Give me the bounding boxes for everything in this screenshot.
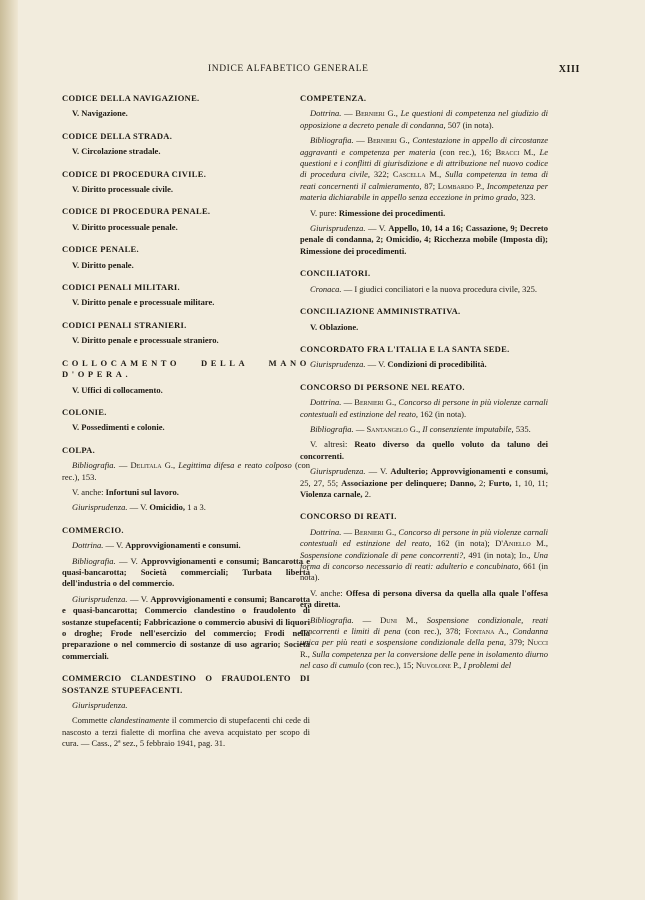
cross-reference: V. Circolazione stradale. [72,146,161,157]
entry-heading: COLONIE. [62,406,107,417]
jurisprudence-paragraph: Giurisprudenza. — V. Adulterio; Approvvigionamenti e consumi, 25, 27, 55; Associazione per delinquere; Danno, 2; Furto, 1, 10, 11; Violenza carnale, 2. [300,466,549,499]
cross-reference: V. Diritto penale e processuale militare. [72,297,215,308]
entry-heading: CONCILIATORI. [300,268,371,279]
cross-reference: V. Navigazione. [72,108,128,119]
doctrine-paragraph: Dottrina. — Bernieri G., Concorso di persone in più violenze carnali contestuali ed estinzione del reato, 162 (in nota); D'Aniello M., Sospensione condizionale di pene concorrenti?, 491 (in nota); Id., Una forma di concorso necessario di reati: adulterio e concubinato, 661 (in nota). [300,526,549,583]
index-entry-competenza [300,93,548,257]
left-column [62,93,310,761]
index-entry-commercio-clandestino [62,673,310,749]
bibliography-paragraph: Bibliografia. — Duni M., Sospensione condizionale, reati concorrenti e limiti di pena (con rec.), 378; Fontana A., Condanna unica per più reati e sospensione condizionale della pena, 379; Nucci R., Sulla competenza per la conversione delle pene in isolamento diurno nel caso di cumulo (con rec.), 15; Nuvolone P., I problemi del [300,614,549,671]
index-entry [62,358,310,396]
entry-heading: COMMERCIO CLANDESTINO O FRAUDOLENTO DI SOSTANZE STUPEFACENTI. [62,673,310,695]
entry-heading: COLLOCAMENTO DELLA MANO D'OPERA. [62,357,310,380]
entry-heading: COMMERCIO. [62,524,124,535]
bibliography-paragraph: Bibliografia. — Bernieri G., Contestazione in appello di circostanze aggravanti e competenza per materia (con rec.), 16; Bracci M., Le questioni e i conflitti di giurisdizione e di attribuzione nel nuovo codice di procedura civile, 322; Cascella M., Sulla competenza in tema di reati concernenti il calmieramento, 87; Lombardo P., Incompetenza per materia dichiarabile in appello senza eccezione in primo grado, 323. [300,135,549,203]
index-entry-concorso-reati [300,511,548,671]
entry-heading: CODICE DELLA STRADA. [62,130,173,141]
index-entry-commercio [62,525,310,662]
doctrine-paragraph: Dottrina. — Bernieri G., Le questioni di competenza nel giudizio di opposizione a decreto penale di condanna, 507 (in nota). [300,108,549,130]
entry-heading: CODICI PENALI STRANIERI. [62,319,187,330]
bibliography-paragraph: Bibliografia. — Delitala G., Legittima difesa e reato colposo (con rec.), 153. [62,460,311,482]
index-entry-conciliatori [300,268,548,295]
entry-heading: COMPETENZA. [300,93,367,103]
index-entry [62,93,310,120]
chronicle-paragraph: Cronaca. — I giudici conciliatori e la nuova procedura civile, 325. [310,283,537,294]
index-entry [62,206,310,233]
index-entry-concorso-persone [300,382,548,501]
cross-reference: V. Oblazione. [310,321,359,332]
index-entry [62,131,310,158]
page-edge [0,0,18,900]
see-also-paragraph: V. anche: Infortuni sul lavoro. [72,486,179,497]
entry-heading: CONCORSO DI REATI. [300,511,397,522]
doctrine-paragraph: Dottrina. — V. Approvvigionamenti e consumi. [72,540,241,551]
doctrine-paragraph: Dottrina. — Bernieri G., Concorso di persone in più violenze carnali contestuali ed estinzione del reato, 162 (in nota). [300,397,549,419]
cross-reference: V. Possedimenti e colonie. [72,422,165,433]
cross-reference: V. Diritto penale. [72,259,134,270]
index-entry-concordato [300,344,548,371]
jurisprudence-label: Giurisprudenza. [72,700,128,711]
jurisprudence-paragraph: Giurisprudenza. — V. Appello, 10, 14 a 16; Cassazione, 9; Decreto penale di condanna, 2; Omicidio, 4; Ricchezza mobile (Imposta di); Rimessione dei procedimenti. [300,223,549,256]
index-entry [62,169,310,196]
entry-heading: CONCORSO DI PERSONE NEL REATO. [300,381,465,392]
index-entry [62,244,310,271]
cross-reference: V. Diritto processuale penale. [72,221,178,232]
index-entry-conciliazione [300,306,548,333]
entry-heading: COLPA. [62,444,96,455]
cross-reference: V. Diritto processuale civile. [72,184,173,195]
entry-heading: CONCILIAZIONE AMMINISTRATIVA. [300,306,461,317]
right-column [300,93,548,683]
index-entry [62,407,310,434]
jurisprudence-paragraph: Giurisprudenza. — V. Approvvigionamenti e consumi; Bancarotta e quasi-bancarotta; Commercio clandestino o fraudolento di sostanze stupefacenti; Fabbricazione o commercio abusivi di liquori o droghe; Frode nell'esercizio del commercio; Frodi nella preparazione o nel commercio di sostanze di uso agrario; Società commerciali. [62,593,311,661]
cross-reference: V. Uffici di collocamento. [72,384,163,395]
index-entry [62,320,310,347]
page-number: XIII [558,64,580,75]
entry-heading: CODICE PENALE. [62,244,139,255]
entry-heading: CODICE DELLA NAVIGAZIONE. [62,93,200,103]
entry-heading: CONCORDATO FRA L'ITALIA E LA SANTA SEDE. [300,343,510,354]
see-also-paragraph: V. pure: Rimessione dei procedimenti. [310,207,446,218]
bibliography-paragraph: Bibliografia. — Santangelo G., Il consenziente imputabile, 535. [310,423,531,434]
index-entry [62,282,310,309]
see-also-paragraph: V. altresì: Reato diverso da quello voluto da taluno dei concorrenti. [300,439,548,461]
entry-heading: CODICI PENALI MILITARI. [62,282,180,293]
running-title: INDICE ALFABETICO GENERALE [208,64,369,74]
cross-reference: V. Diritto penale e processuale straniero. [72,335,219,346]
entry-heading: CODICE DI PROCEDURA CIVILE. [62,168,207,179]
case-summary: Commette clandestinamente il commercio di stupefacenti chi cede di nascosto a terzi fialette di morfina che aveva acquistato per scopo di cura. — Cass., 2ª sez., 5 febbraio 1941, pag. 31. [62,715,311,749]
see-also-paragraph: V. anche: Offesa di persona diversa da quella alla quale l'offesa era diretta. [300,587,548,610]
entry-heading: CODICE DI PROCEDURA PENALE. [62,206,211,217]
bibliography-paragraph: Bibliografia. — V. Approvvigionamenti e consumi; Bancarotta e quasi-bancarotta; Società commerciali; Turbata libertà dell'industria o del commercio. [62,555,311,589]
index-entry-colpa [62,445,310,514]
jurisprudence-paragraph: Giurisprudenza. — V. Condizioni di procedibilità. [310,359,487,370]
jurisprudence-paragraph: Giurisprudenza. — V. Omicidio, 1 a 3. [72,502,206,513]
